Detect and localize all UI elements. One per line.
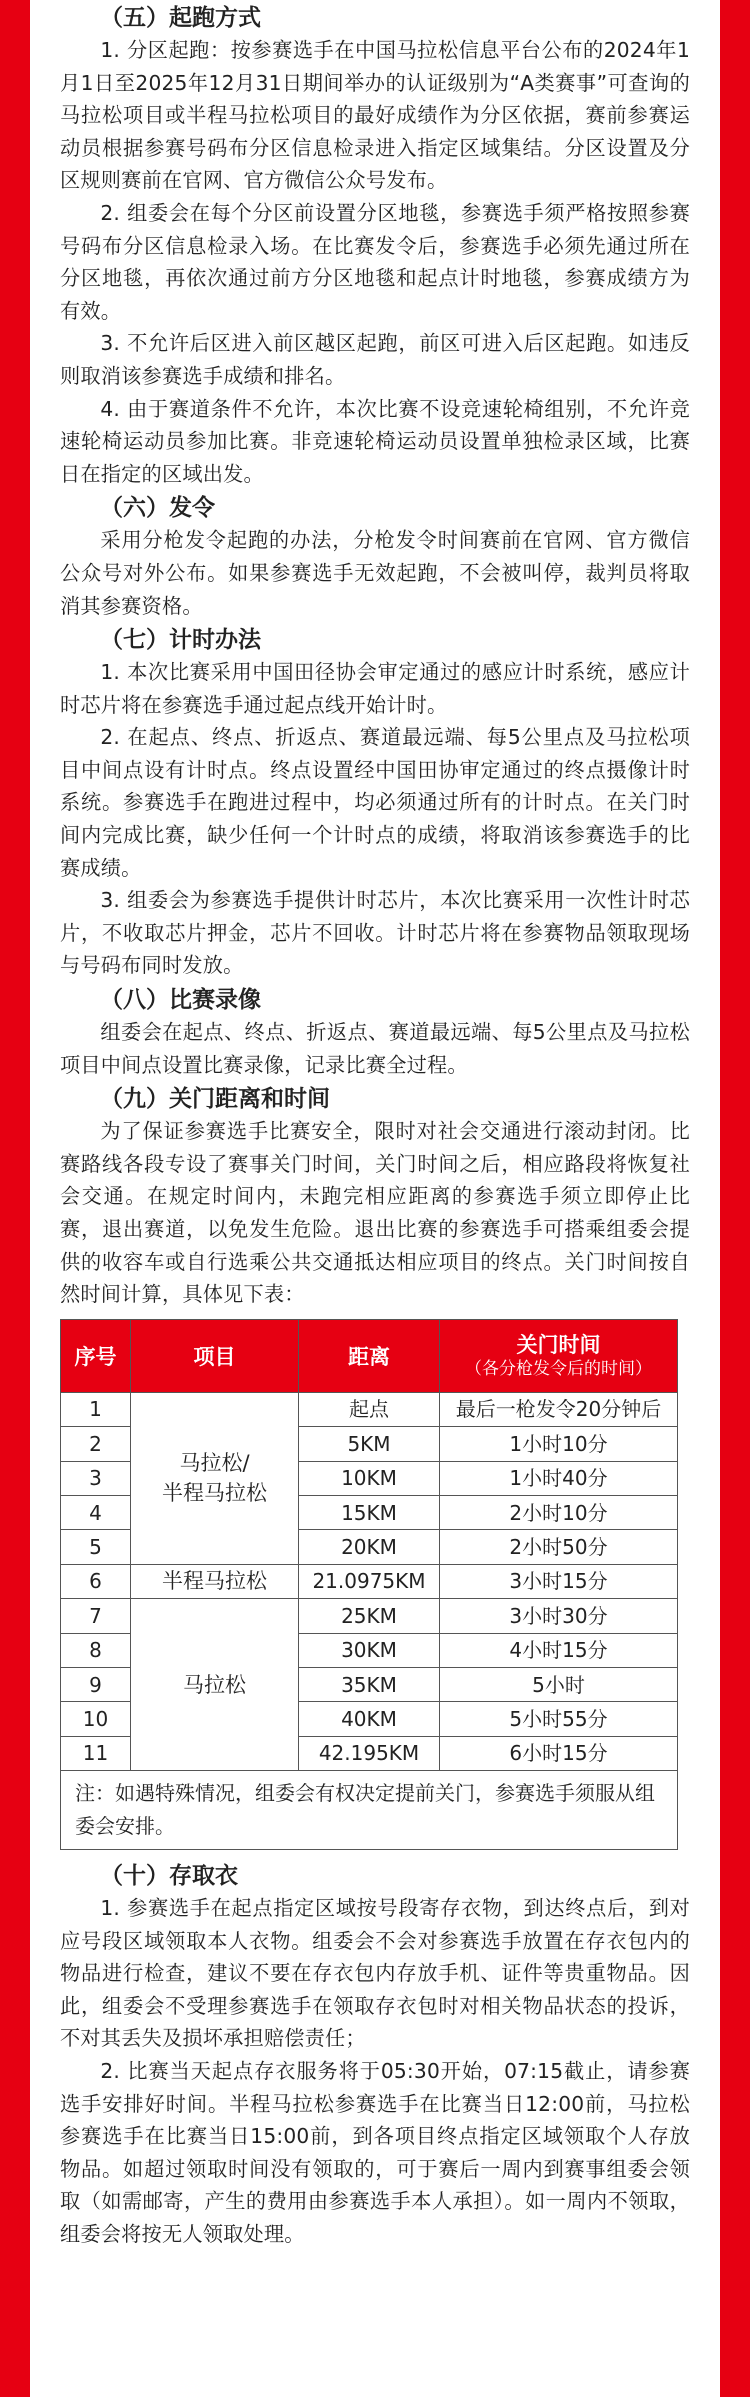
header-distance: 距离 [299,1319,440,1392]
table-note-row [61,1771,678,1850]
cell-distance: 起点 [299,1392,440,1426]
cell-time: 3小时30分 [440,1599,678,1633]
document-content [30,0,720,2251]
cell-time: 1小时10分 [440,1427,678,1461]
cell-time: 3小时15分 [440,1564,678,1598]
cell-distance: 15KM [299,1495,440,1529]
document-panel [30,0,720,2397]
table-row [61,1599,678,1633]
cell-distance: 40KM [299,1702,440,1736]
cell-no: 9 [61,1667,131,1701]
paragraph: 4. 由于赛道条件不允许，本次比赛不设竞速轮椅组别，不允许竞速轮椅运动员参加比赛。非竞速轮椅运动员设置单独检录区域，比赛日在指定的区域出发。 [60,396,690,486]
cell-time: 5小时 [440,1667,678,1701]
header-cutoff-title: 关门时间 [516,1332,601,1357]
header-cutoff [440,1319,678,1392]
section-heading-timing: （七）计时办法 [100,627,261,654]
header-cutoff-subtitle: （各分枪发令后的时间） [465,1358,652,1379]
paragraph: 为了保证参赛选手比赛安全，限时对社会交通进行滚动封闭。比赛路线各段专设了赛事关门时间，关门时间之后，相应路段将恢复社会交通。在规定时间内，未跑完相应距离的参赛选手须立即停止比赛，退出赛道，以免发生危险。退出比赛的参赛选手可搭乘组委会提供的收容车或自行选乘公共交通抵达相应项目的终点。关门时间按自然时间计算，具体见下表： [60,1119,690,1307]
section-heading-start-signal: （六）发令 [100,495,215,522]
table-row [61,1564,678,1598]
cell-item-group: 马拉松/ 半程马拉松 [131,1392,299,1564]
cell-distance: 35KM [299,1667,440,1701]
section-heading-start-method: （五）起跑方式 [100,5,261,31]
cell-time: 1小时40分 [440,1461,678,1495]
paragraph: 3. 组委会为参赛选手提供计时芯片，本次比赛采用一次性计时芯片，不收取芯片押金，芯片不回收。计时芯片将在参赛物品领取现场与号码布同时发放。 [60,888,690,978]
cell-item-group: 半程马拉松 [131,1564,299,1598]
paragraph: 1. 参赛选手在起点指定区域按号段寄存衣物，到达终点后，到对应号段区域领取本人衣物。组委会不会对参赛选手放置在存衣包内的物品进行检查，建议不要在存衣包内存放手机、证件等贵重物品。因此，组委会不受理参赛选手在领取存衣包时对相关物品状态的投诉，不对其丢失及损坏承担赔偿责任； [60,1896,690,2051]
cell-no: 3 [61,1461,131,1495]
cell-no: 8 [61,1633,131,1667]
section-heading-bag-storage: （十）存取衣 [100,1863,238,1890]
paragraph: 1. 分区起跑：按参赛选手在中国马拉松信息平台公布的2024年1月1日至2025年12月31日期间举办的认证级别为“A类赛事”可查询的马拉松项目或半程马拉松项目的最好成绩作为分区依据，赛前参赛运动员根据参赛号码布分区信息检录进入指定区域集结。分区设置及分区规则赛前在官网、官方微信公众号发布。 [60,38,690,193]
table-note: 注：如遇特殊情况，组委会有权决定提前关门，参赛选手须服从组委会安排。 [61,1771,678,1850]
cell-item-group: 马拉松 [131,1599,299,1771]
cell-time: 4小时15分 [440,1633,678,1667]
cutoff-table [60,1319,678,1850]
cell-no: 1 [61,1392,131,1426]
cell-distance: 21.0975KM [299,1564,440,1598]
cell-distance: 5KM [299,1427,440,1461]
cell-time: 最后一枪发令20分钟后 [440,1392,678,1426]
cell-distance: 10KM [299,1461,440,1495]
paragraph: 采用分枪发令起跑的办法，分枪发令时间赛前在官网、官方微信公众号对外公布。如果参赛选手无效起跑，不会被叫停，裁判员将取消其参赛资格。 [60,528,690,618]
table-header-row [61,1319,678,1392]
paragraph: 3. 不允许后区进入前区越区起跑，前区可进入后区起跑。如违反则取消该参赛选手成绩和排名。 [60,331,690,388]
cell-distance: 20KM [299,1530,440,1564]
cell-no: 6 [61,1564,131,1598]
header-no: 序号 [61,1319,131,1392]
cell-time: 2小时50分 [440,1530,678,1564]
paragraph: 2. 比赛当天起点存衣服务将于05:30开始，07:15截止，请参赛选手安排好时间。半程马拉松参赛选手在比赛当日12:00前，马拉松参赛选手在比赛当日15:00前，到各项目终点指定区域领取个人存放物品。如超过领取时间没有领取的，可于赛后一周内到赛事组委会领取（如需邮寄，产生的费用由参赛选手本人承担）。如一周内不领取，组委会将按无人领取处理。 [60,2059,690,2247]
cell-distance: 25KM [299,1599,440,1633]
header-item: 项目 [131,1319,299,1392]
cell-no: 4 [61,1495,131,1529]
cell-time: 5小时55分 [440,1702,678,1736]
paragraph: 2. 组委会在每个分区前设置分区地毯，参赛选手须严格按照参赛号码布分区信息检录入场。在比赛发令后，参赛选手必须先通过所在分区地毯，再依次通过前方分区地毯和起点计时地毯，参赛成绩方为有效。 [60,200,690,323]
paragraph: 组委会在起点、终点、折返点、赛道最远端、每5公里点及马拉松项目中间点设置比赛录像，记录比赛全过程。 [60,1020,690,1077]
cell-distance: 30KM [299,1633,440,1667]
cell-time: 2小时10分 [440,1495,678,1529]
cell-no: 5 [61,1530,131,1564]
cell-no: 7 [61,1599,131,1633]
cell-no: 10 [61,1702,131,1736]
table-row [61,1392,678,1426]
section-heading-cutoff: （九）关门距离和时间 [100,1086,330,1113]
section-heading-video: （八）比赛录像 [100,987,261,1014]
cell-no: 11 [61,1736,131,1770]
cell-time: 6小时15分 [440,1736,678,1770]
cell-no: 2 [61,1427,131,1461]
paragraph: 1. 本次比赛采用中国田径协会审定通过的感应计时系统，感应计时芯片将在参赛选手通过起点线开始计时。 [60,660,690,717]
cell-distance: 42.195KM [299,1736,440,1770]
paragraph: 2. 在起点、终点、折返点、赛道最远端、每5公里点及马拉松项目中间点设有计时点。终点设置经中国田协审定通过的终点摄像计时系统。参赛选手在跑进过程中，均必须通过所有的计时点。在关门时间内完成比赛，缺少任何一个计时点的成绩，将取消该参赛选手的比赛成绩。 [60,725,690,880]
